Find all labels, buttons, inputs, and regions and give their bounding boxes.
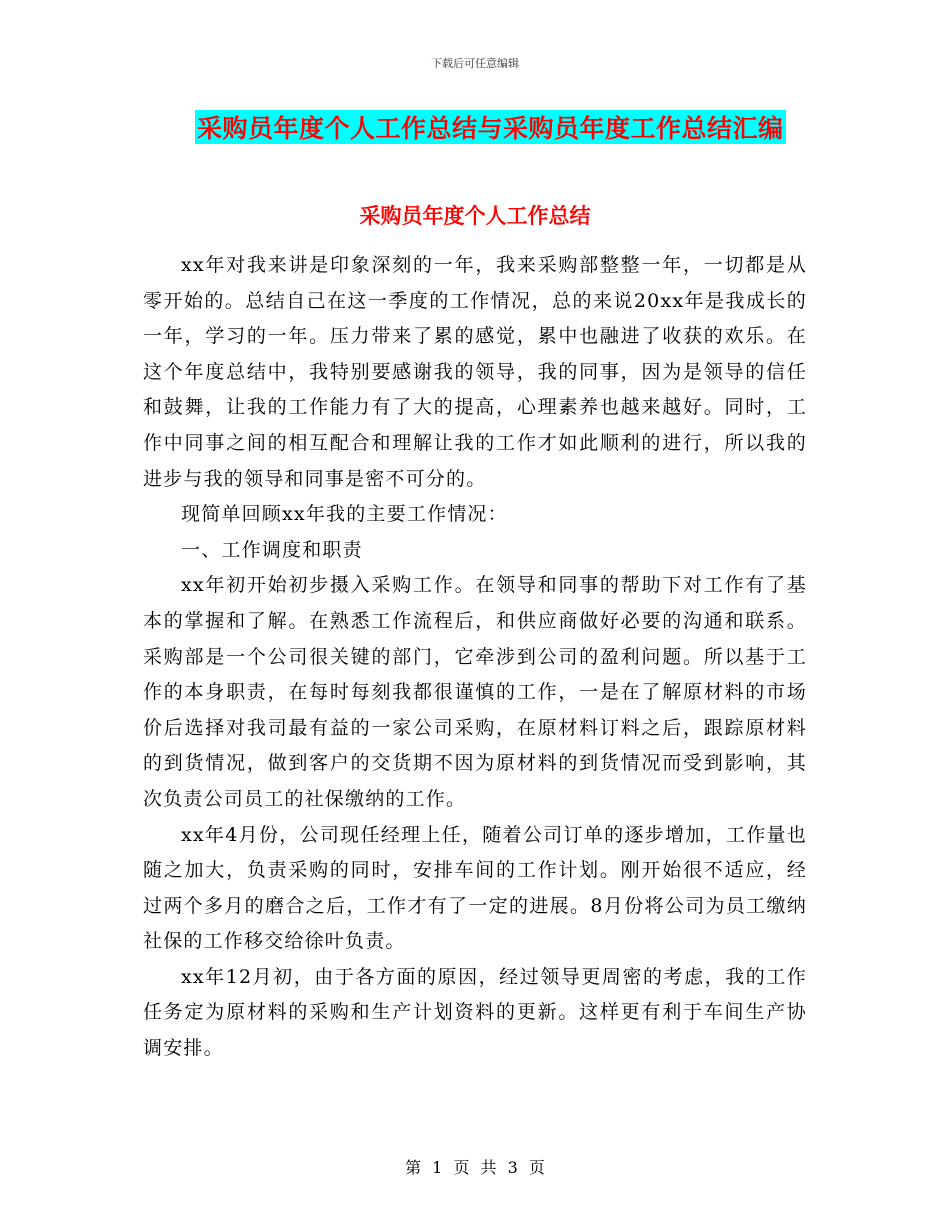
paragraph: 一、工作调度和职责	[181, 538, 363, 561]
paragraph: xx年初开始初步摄入采购工作。在领导和同事的帮助下对工作有了基本的掌握和了解。在熟悉工作流程后，和供应商做好必要的沟通和联系。采购部是一个公司很关键的部门，它牵涉到公司的盈利问题。所以基于工作的本身职责，在每时每刻我都很谨慎的工作，一是在了解原材料的市场价后选择对我司最有益的一家公司采购，在原材料订料之后，跟踪原材料的到货情况，做到客户的交货期不因为原材料的到货情况而受到影响，其次负责公司员工的社保缴纳的工作。	[143, 574, 807, 810]
main-title: 采购员年度个人工作总结与采购员年度工作总结汇编	[197, 114, 784, 143]
header-note: 下载后可任意编辑	[431, 57, 519, 70]
main-title-highlight	[195, 110, 786, 144]
section-title: 采购员年度个人工作总结	[359, 204, 591, 228]
paragraph: xx年12月初，由于各方面的原因，经过领导更周密的考虑，我的工作任务定为原材料的采购和生产计划资料的更新。这样更有利于车间生产协调安排。	[143, 965, 807, 1060]
page-number: 第 1 页 共 3 页	[405, 1158, 545, 1177]
paragraph: xx年对我来讲是印象深刻的一年，我来采购部整整一年，一切都是从零开始的。总结自己在这一季度的工作情况，总的来说20xx年是我成长的一年，学习的一年。压力带来了累的感觉，累中也融进了收获的欢乐。在这个年度总结中，我特别要感谢我的领导，我的同事，因为是领导的信任和鼓舞，让我的工作能力有了大的提高，心理素养也越来越好。同时，工作中同事之间的相互配合和理解让我的工作才如此顺利的进行，所以我的进步与我的领导和同事是密不可分的。	[143, 254, 807, 490]
paragraph: xx年4月份，公司现任经理上任，随着公司订单的逐步增加，工作量也随之加大，负责采购的同时，安排车间的工作计划。刚开始很不适应，经过两个多月的磨合之后，工作才有了一定的进展。8月份将公司为员工缴纳社保的工作移交给徐叶负责。	[143, 823, 807, 953]
document-body	[143, 248, 807, 1067]
paragraph: 现简单回顾xx年我的主要工作情况：	[181, 503, 508, 526]
